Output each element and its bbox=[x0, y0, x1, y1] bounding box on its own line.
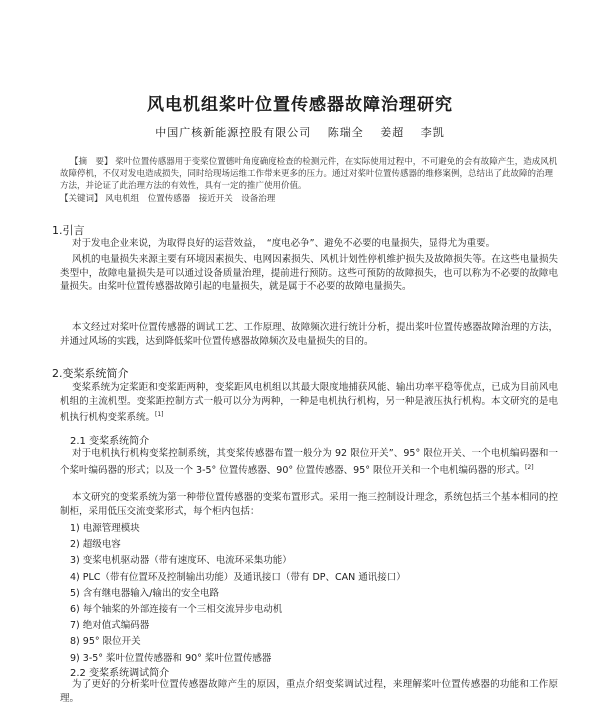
abstract-label: 【摘 要】 bbox=[70, 157, 113, 167]
paragraph: 本文研究的变桨系统为第一种带位置传感器的变桨布置形式。采用一拖三控制设计理念，系统包括三个基本相同的控制柜，采用低压交流变桨形式，每个柜内包括： bbox=[60, 492, 558, 517]
paragraph bbox=[60, 447, 558, 477]
author-name: 姜超 bbox=[380, 126, 405, 139]
author-line bbox=[0, 124, 600, 140]
abstract-text: 桨叶位置传感器用于变桨位置德叶角度确度检查的检测元件，在实际使用过程中，不可避免的会有故障产生，造成风机故障停机，不仅对发电造成损失，同时给现场运维工作带来更多的压力。通过对桨叶位置传感器的维修案例，总结出了此故障的治理方法，并论证了此治理方法的有效性，具有一定的推广使用价值。 bbox=[60, 157, 558, 191]
list-item: 3) 变桨电机驱动器（带有速度环、电流环采集功能） bbox=[70, 555, 292, 567]
list-item: 1) 电源管理模块 bbox=[70, 523, 140, 534]
author-name: 李凯 bbox=[420, 126, 445, 139]
subsection-heading: 2.2 变桨系统调试简介 bbox=[70, 668, 170, 679]
list-item: 2) 超级电容 bbox=[70, 539, 121, 551]
keywords-label: 【关键词】 bbox=[60, 194, 103, 204]
paragraph: 为了更好的分析桨叶位置传感器故障产生的原因，重点介绍变桨调试过程，来理解桨叶位置传感器的功能和工作原理。 bbox=[60, 679, 558, 704]
abstract bbox=[60, 156, 560, 192]
paragraph-text: 变桨系统为定桨距和变桨距两种，变桨距风电机组以其最大限度地捕获风能、输出功率平稳等优点，已成为目前风电机组的主流机型。变桨距控制方式一般可以分为两种，一种是电机执行机构，另一种是液压执行机构。本文研究的是电机执行机构变桨系统。 bbox=[60, 382, 558, 424]
author-name: 陈瑞全 bbox=[327, 126, 364, 139]
section-heading-intro: 1.引言 bbox=[52, 224, 85, 237]
paper-title: 风电机组桨叶位置传感器故障治理研究 bbox=[147, 95, 453, 115]
citation: [1] bbox=[155, 411, 164, 418]
paragraph: 本文经过对桨叶位置传感器的调试工艺、工作原理、故障频次进行统计分析，提出桨叶位置传感器故障治理的方法，并通过风场的实践，达到降低桨叶位置传感器故障频次及电量损失的目的。 bbox=[60, 322, 558, 347]
paragraph: 对于发电企业来说，为取得良好的运营效益， “度电必争”、避免不必要的电量损失，显得尤为重要。 bbox=[72, 238, 496, 249]
list-item: 7) 绝对值式编码器 bbox=[70, 620, 150, 632]
section-heading-pitch-system: 2.变桨系统简介 bbox=[52, 367, 129, 380]
citation: [2] bbox=[525, 463, 534, 471]
paragraph-text: 对于电机执行机构变桨控制系统，其变桨传感器布置一般分为 92 限位开关”、95° 限位开关、一个电机编码器和一个桨叶编码器的形式；以及一个 3-5° 位置传感器、90° 位置传感器、95° 限位开关和一个电机编码器的形式。 bbox=[60, 448, 558, 476]
list-item: 4) PLC（带有位置环及控制输出功能）及通讯接口（带有 DP、CAN 通讯接口） bbox=[70, 571, 406, 583]
author-affiliation: 中国广核新能源控股有限公司 bbox=[155, 126, 312, 139]
list-item: 5) 含有继电器输入/输出的安全电路 bbox=[70, 587, 219, 599]
component-list bbox=[70, 521, 550, 667]
keywords-text: 风电机组 位置传感器 接近开关 设备治理 bbox=[105, 194, 276, 204]
list-item: 9) 3-5° 桨叶位置传感器和 90° 桨叶位置传感器 bbox=[70, 652, 272, 664]
paragraph: 风机的电量损失来源主要有环境因素损失、电网因素损失、风机计划性停机维护损失及故障损失等。在这些电量损失类型中，故障电量损失是可以通过设备质量治理，提前进行预防。这些可预防的故障损失，也可以称为不必要的故障电量损失。由桨叶位置传感器故障引起的电量损失，就是属于不必要的故障电量损失。 bbox=[60, 254, 558, 292]
list-item: 8) 95° 限位开关 bbox=[70, 636, 141, 648]
subsection-heading: 2.1 变桨系统简介 bbox=[70, 436, 150, 447]
list-item: 6) 每个轴桨的外部连接有一个三相交流异步电动机 bbox=[70, 603, 283, 615]
keywords bbox=[60, 193, 560, 205]
paragraph bbox=[60, 381, 558, 425]
